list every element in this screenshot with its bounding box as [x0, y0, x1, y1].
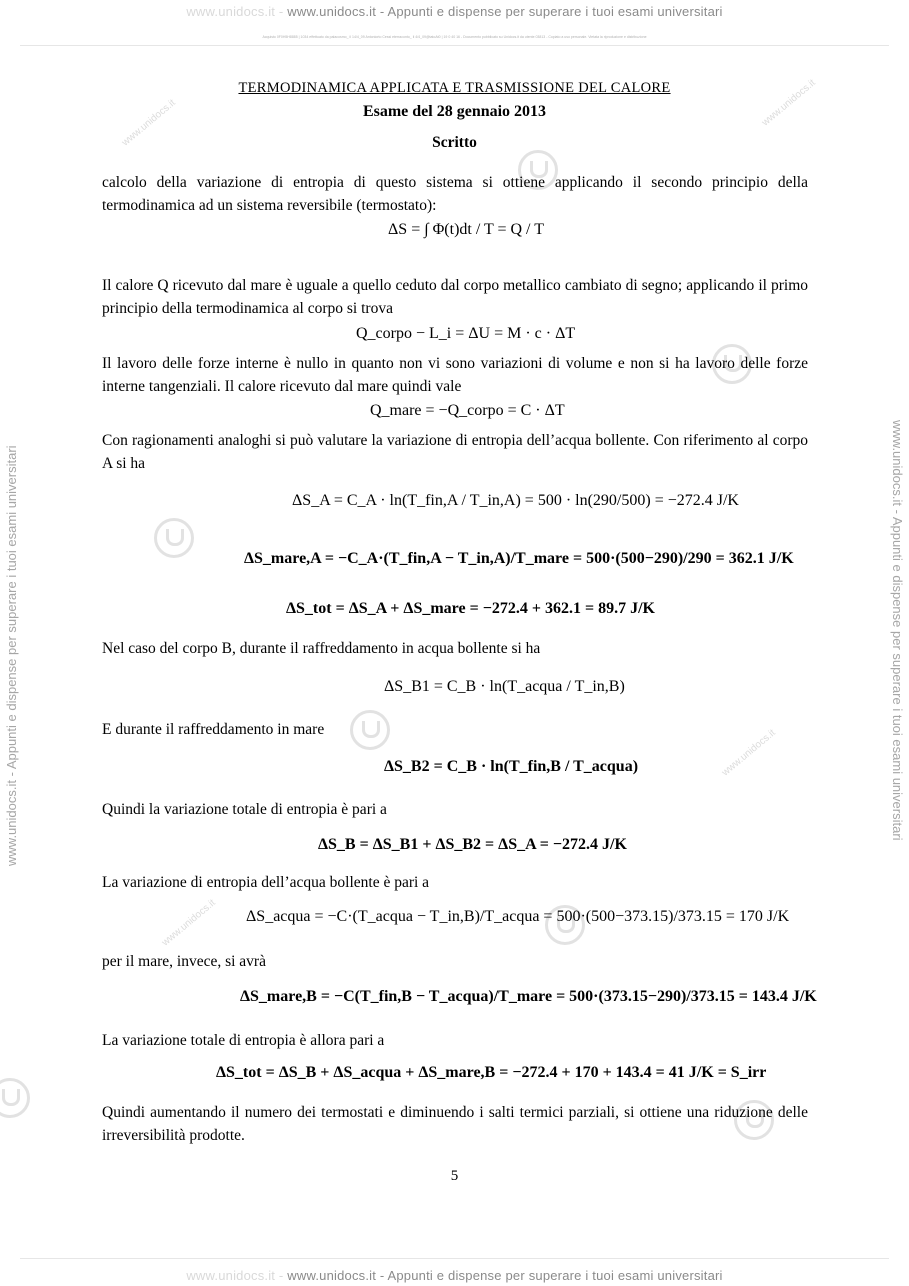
watermark-logo-icon — [154, 518, 194, 558]
equation: ΔS = ∫ Φ(t)dt / T = Q / T — [388, 221, 544, 238]
equation: ΔS_acqua = −C·(T_acqua − T_in,B)/T_acqua = 500·(500−373.15)/373.15 = 170 J/K — [246, 908, 790, 925]
course-title: TERMODINAMICA APPLICATA E TRASMISSIONE DEL CALORE — [238, 80, 671, 96]
paragraph: calcolo della variazione di entropia di questo sistema si ottiene applicando il secondo principio della termodinamica ad un sistema reversibile (termostato): — [102, 174, 808, 214]
paragraph: Quindi la variazione totale di entropia è pari a — [102, 801, 387, 818]
paragraph: Nel caso del corpo B, durante il raffreddamento in acqua bollente si ha — [102, 640, 541, 657]
watermark-diag: www.unidocs.it — [760, 77, 818, 129]
watermark-diag: www.unidocs.it — [720, 727, 778, 779]
paragraph: La variazione di entropia dell’acqua bollente è pari a — [102, 874, 430, 891]
exam-date: Esame del 28 gennaio 2013 — [362, 103, 547, 120]
watermark-diag: www.unidocs.it — [160, 897, 218, 949]
equation: Q_mare = −Q_corpo = C · ΔT — [370, 402, 565, 419]
paragraph: Il calore Q ricevuto dal mare è uguale a quello ceduto dal corpo metallico cambiato di segno; applicando il primo principio della termodinamica al corpo si trova — [102, 277, 808, 317]
paragraph: Con ragionamenti analoghi si può valutare la variazione di entropia dell’acqua bollente. Con riferimento al corpo A si ha — [102, 432, 808, 472]
equation: ΔS_mare,B = −C(T_fin,B − T_acqua)/T_mare = 500·(373.15−290)/373.15 = 143.4 J/K — [240, 988, 817, 1005]
equation: ΔS_B = ΔS_B1 + ΔS_B2 = ΔS_A = −272.4 J/K — [318, 836, 627, 853]
section-title: Scritto — [432, 134, 477, 151]
equation: Q_corpo − L_i = ΔU = M · c · ΔT — [356, 325, 576, 342]
paragraph: E durante il raffreddamento in mare — [102, 721, 325, 738]
equation: ΔS_A = C_A · ln(T_fin,A / T_in,A) = 500 · ln(290/500) = −272.4 J/K — [292, 492, 739, 509]
fine-print: Acquisto 0F0H5H8885 | 1034 effettuato da palacosmo_ il 14/4_09 Antoniorto Cessi eterraconto_ il 4/4_09@tatoAt0 | 19 0 40 16 - Documento pubblicato su Unidocs.it da utente 03813 - Copiato a uso personale. Vietata la riproduzione e distribuzione — [262, 35, 647, 39]
equation: ΔS_B1 = C_B · ln(T_acqua / T_in,B) — [384, 678, 625, 695]
page-number: 5 — [450, 1168, 459, 1184]
watermark-diag: www.unidocs.it — [120, 97, 178, 149]
watermark-right: www.unidocs.it - Appunti e dispense per superare i tuoi esami universitari — [890, 420, 905, 841]
equation: ΔS_B2 = C_B · ln(T_fin,B / T_acqua) — [384, 758, 639, 775]
watermark-logo-icon — [0, 1078, 30, 1118]
paragraph: Il lavoro delle forze interne è nullo in quanto non vi sono variazioni di volume e non si ha lavoro delle forze interne tangenziali. Il calore ricevuto dal mare quindi vale — [102, 355, 808, 395]
paragraph: La variazione totale di entropia è allora pari a — [102, 1032, 385, 1049]
equation: ΔS_tot = ΔS_B + ΔS_acqua + ΔS_mare,B = −272.4 + 170 + 143.4 = 41 J/K = S_irr — [216, 1064, 767, 1081]
equation: ΔS_tot = ΔS_A + ΔS_mare = −272.4 + 362.1 = 89.7 J/K — [286, 600, 655, 617]
paragraph: Quindi aumentando il numero dei termostati e diminuendo i salti termici parziali, si ottiene una riduzione delle irreversibilità prodotte. — [102, 1104, 808, 1144]
paragraph: per il mare, invece, si avrà — [102, 953, 266, 970]
equation: ΔS_mare,A = −C_A·(T_fin,A − T_in,A)/T_mare = 500·(500−290)/290 = 362.1 J/K — [244, 550, 794, 567]
footer-divider — [20, 1258, 889, 1259]
watermark-bottom: www.unidocs.it - www.unidocs.it - Appunti e dispense per superare i tuoi esami universitari — [186, 1268, 723, 1283]
watermark-left: www.unidocs.it - Appunti e dispense per superare i tuoi esami universitari — [4, 445, 19, 866]
watermark-top: www.unidocs.it - www.unidocs.it - Appunti e dispense per superare i tuoi esami universitari — [186, 4, 723, 19]
header-divider — [20, 45, 889, 46]
